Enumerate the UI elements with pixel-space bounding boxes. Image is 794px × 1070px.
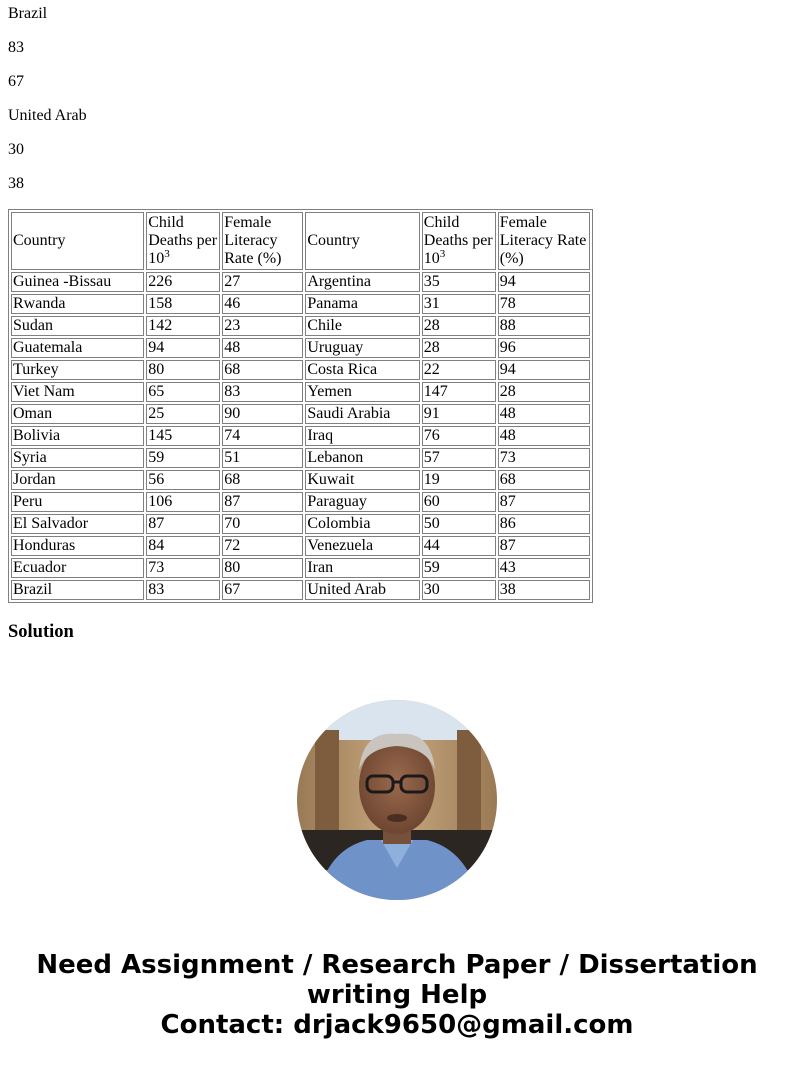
table-row: [11, 492, 590, 512]
table-cell: 59: [422, 558, 496, 578]
intro-lines: [8, 5, 786, 193]
table-cell: 27: [222, 272, 303, 292]
column-header-label: Country: [307, 232, 360, 249]
column-header-label: Female Literacy Rate (%): [499, 214, 587, 267]
table-row: [11, 558, 590, 578]
column-header: [222, 212, 303, 270]
table-cell: 67: [222, 580, 303, 600]
promo-line-2: writing Help: [306, 980, 488, 1010]
table-cell: 142: [146, 316, 220, 336]
table-cell: 57: [422, 448, 496, 468]
table-cell: 158: [146, 294, 220, 314]
table-row: [11, 470, 590, 490]
column-header-label: Female Literacy Rate (%): [224, 214, 282, 267]
table-cell: 87: [498, 536, 590, 556]
table-cell: 80: [222, 558, 303, 578]
table-cell: 25: [146, 404, 220, 424]
table-cell: 28: [422, 338, 496, 358]
table-cell: 76: [422, 426, 496, 446]
table-cell: 83: [222, 382, 303, 402]
table-cell: Sudan: [11, 316, 144, 336]
table-row: [11, 316, 590, 336]
table-cell: 60: [422, 492, 496, 512]
table-row: [11, 580, 590, 600]
table-cell: Panama: [305, 294, 419, 314]
table-cell: 50: [422, 514, 496, 534]
table-row: [11, 404, 590, 424]
table-cell: Viet Nam: [11, 382, 144, 402]
table-cell: 106: [146, 492, 220, 512]
table-cell: 96: [498, 338, 590, 358]
table-cell: Lebanon: [305, 448, 419, 468]
table-cell: Paraguay: [305, 492, 419, 512]
table-row: [11, 514, 590, 534]
table-cell: 91: [422, 404, 496, 424]
column-header-label: Country: [13, 232, 66, 249]
table-cell: 48: [498, 404, 590, 424]
table-cell: 94: [498, 360, 590, 380]
intro-line: 67: [8, 73, 24, 90]
table-cell: 94: [146, 338, 220, 358]
table-cell: 87: [498, 492, 590, 512]
table-cell: 38: [498, 580, 590, 600]
table-cell: Saudi Arabia: [305, 404, 419, 424]
table-header-row: [11, 212, 590, 270]
table-cell: 80: [146, 360, 220, 380]
column-header: [11, 212, 144, 270]
table-cell: 48: [498, 426, 590, 446]
table-row: [11, 426, 590, 446]
table-row: [11, 338, 590, 358]
table-cell: El Salvador: [11, 514, 144, 534]
table-cell: Venezuela: [305, 536, 419, 556]
table-cell: Brazil: [11, 580, 144, 600]
intro-line: United Arab: [8, 107, 87, 124]
intro-line: 38: [8, 175, 24, 192]
table-cell: 56: [146, 470, 220, 490]
table-cell: 51: [222, 448, 303, 468]
table-cell: United Arab: [305, 580, 419, 600]
data-table: [8, 209, 593, 603]
table-cell: Chile: [305, 316, 419, 336]
table-cell: 22: [422, 360, 496, 380]
table-cell: 35: [422, 272, 496, 292]
table-cell: 28: [498, 382, 590, 402]
table-cell: Ecuador: [11, 558, 144, 578]
table-cell: 70: [222, 514, 303, 534]
table-cell: Peru: [11, 492, 144, 512]
table-cell: 28: [422, 316, 496, 336]
table-cell: 87: [222, 492, 303, 512]
table-cell: 78: [498, 294, 590, 314]
table-cell: Honduras: [11, 536, 144, 556]
table-cell: Costa Rica: [305, 360, 419, 380]
table-cell: 87: [146, 514, 220, 534]
table-cell: 86: [498, 514, 590, 534]
table-cell: 31: [422, 294, 496, 314]
promo-line-1: Need Assignment / Research Paper / Dissertation: [36, 950, 758, 980]
column-header: [305, 212, 419, 270]
table-cell: 44: [422, 536, 496, 556]
table-cell: Colombia: [305, 514, 419, 534]
table-cell: 83: [146, 580, 220, 600]
table-cell: Guinea -Bissau: [11, 272, 144, 292]
table-cell: 73: [146, 558, 220, 578]
intro-line: Brazil: [8, 5, 48, 22]
table-cell: 65: [146, 382, 220, 402]
table-row: [11, 360, 590, 380]
intro-line: 30: [8, 141, 24, 158]
table-cell: 43: [498, 558, 590, 578]
table-cell: 84: [146, 536, 220, 556]
table-cell: Turkey: [11, 360, 144, 380]
table-cell: Rwanda: [11, 294, 144, 314]
table-cell: Syria: [11, 448, 144, 468]
table-cell: Guatemala: [11, 338, 144, 358]
table-row: [11, 448, 590, 468]
table-row: [11, 382, 590, 402]
table-cell: 59: [146, 448, 220, 468]
table-cell: 68: [222, 470, 303, 490]
exponent: 3: [164, 248, 170, 260]
table-cell: 88: [498, 316, 590, 336]
table-cell: Oman: [11, 404, 144, 424]
table-cell: Iran: [305, 558, 419, 578]
table-cell: 145: [146, 426, 220, 446]
solution-heading: Solution: [8, 622, 74, 642]
exponent: 3: [439, 248, 446, 260]
table-cell: 19: [422, 470, 496, 490]
table-cell: Jordan: [11, 470, 144, 490]
table-cell: Uruguay: [305, 338, 419, 358]
table-cell: Bolivia: [11, 426, 144, 446]
table-cell: Argentina: [305, 272, 419, 292]
table-cell: 147: [422, 382, 496, 402]
table-cell: 46: [222, 294, 303, 314]
column-header-label: Child Deaths per 10: [148, 214, 218, 267]
promo-banner: [0, 950, 794, 1040]
column-header-label: Child Deaths per 10: [423, 214, 493, 267]
column-header: [498, 212, 590, 270]
table-cell: 48: [222, 338, 303, 358]
table-cell: 30: [422, 580, 496, 600]
table-row: [11, 272, 590, 292]
table-cell: 73: [498, 448, 590, 468]
table-row: [11, 536, 590, 556]
table-cell: 68: [498, 470, 590, 490]
table-cell: Yemen: [305, 382, 419, 402]
table-cell: Iraq: [305, 426, 419, 446]
column-header: [146, 212, 220, 270]
table-cell: 74: [222, 426, 303, 446]
table-cell: 94: [498, 272, 590, 292]
table-cell: Kuwait: [305, 470, 419, 490]
table-cell: 72: [222, 536, 303, 556]
table-cell: 68: [222, 360, 303, 380]
portrait-image: [297, 700, 497, 900]
column-header: [422, 212, 496, 270]
intro-line: 83: [8, 39, 24, 56]
document-body: [0, 5, 794, 643]
author-photo: [297, 700, 497, 900]
table-row: [11, 294, 590, 314]
promo-contact: Contact: drjack9650@gmail.com: [160, 1010, 634, 1040]
table-cell: 90: [222, 404, 303, 424]
table-cell: 23: [222, 316, 303, 336]
table-cell: 226: [146, 272, 220, 292]
